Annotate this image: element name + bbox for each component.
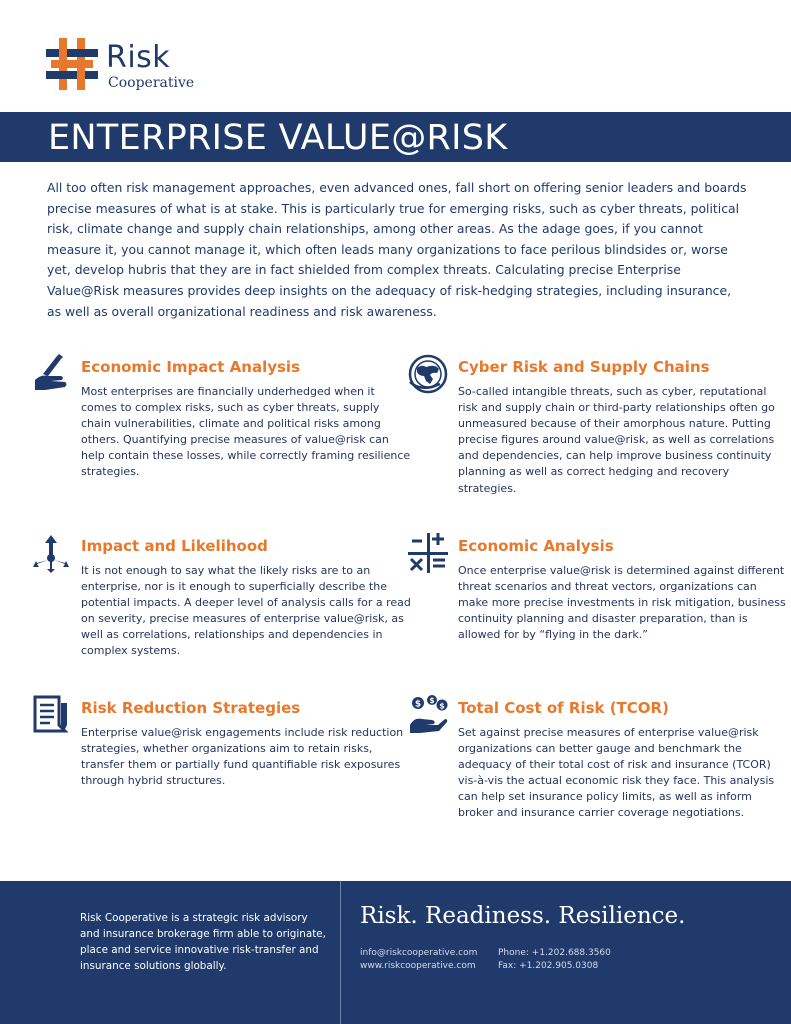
section-heading: Risk Reduction Strategies [81, 699, 301, 717]
section-heading: Total Cost of Risk (TCOR) [458, 699, 669, 717]
phone-number: Phone: +1.202.688.3560 [498, 948, 611, 958]
footer [0, 881, 791, 1024]
section-body: Once enterprise value@risk is determined against different threat scenarios and threat vectors, organizations can make more precise investments in risk mitigation, business continuity planning and disaster preparation, than is allowed for by “flying in the dark.” [458, 564, 786, 642]
section-body: So-called intangible threats, such as cyber, reputational risk and supply chain or third-party relationships often go unmeasured because of their amorphous nature. Putting precise figures around value@risk, as well as correlations and dependencies, can help improve business continuity planning as well as correct hedging and recovery strategies. [458, 385, 775, 495]
company-description: Risk Cooperative is a strategic risk advisory and insurance brokerage firm able to originate, place and service innovative risk-transfer and insurance solutions globally. [80, 912, 326, 972]
section-body: Enterprise value@risk engagements include risk reduction strategies, whether organizations aim to retain risks, transfer them or partially fund quantifiable risk exposures through hybrid structures. [81, 726, 404, 788]
company-logo [46, 38, 246, 94]
svg-text:$: $ [429, 696, 435, 705]
intro-paragraph: All too often risk management approaches, even advanced ones, fall short on offering senior leaders and boards precise measures of what is at stake. This is particularly true for emerging risks, such as cyber threats, political risk, climate change and supply chain relationships, among other areas. As the adage goes, if you cannot measure it, you cannot manage it, which often leads many organizations to face perilous blindsides or, worse yet, develop hubris that they are in fact shielded from complex threats. Calculating precise Enterprise Value@Risk measures provides deep insights on the adequacy of risk-hedging strategies, including insurance, as well as overall organizational readiness and risk awareness. [47, 180, 747, 319]
section-risk-reduction-strategies [81, 699, 411, 789]
logo-mark-icon [46, 38, 98, 90]
section-body: Most enterprises are financially underhedged when it comes to complex risks, such as cyber threats, supply chain vulnerabilities, climate and political risks among others. Quantifying precise measures of value@risk can help contain these losses, while correctly framing resilience strategies. [81, 385, 411, 479]
page-title: ENTERPRISE VALUE@RISK [48, 118, 508, 158]
section-impact-and-likelihood [81, 537, 411, 660]
footer-divider [340, 881, 341, 1024]
section-body: It is not enough to say what the likely risks are to an enterprise, nor is it enough to superficially describe the potential impacts. A deeper level of analysis calls for a read on severity, precise measures of enterprise value@risk, as well as correlations, relationships and dependencies in complex systems. [81, 564, 411, 658]
logo-subtitle: Cooperative [108, 75, 195, 91]
tagline: Risk. Readiness. Resilience. [360, 903, 686, 929]
section-heading: Cyber Risk and Supply Chains [458, 358, 710, 376]
section-heading: Impact and Likelihood [81, 537, 268, 555]
logo-name: Risk [106, 40, 171, 75]
svg-text:$: $ [414, 699, 422, 710]
document-list-icon [31, 695, 71, 735]
fax-number: Fax: +1.202.905.0308 [498, 961, 599, 971]
section-total-cost-of-risk [414, 696, 788, 822]
website-link[interactable]: www.riskcooperative.com [360, 961, 476, 971]
section-heading: Economic Analysis [458, 537, 614, 555]
hand-writing-icon [31, 354, 71, 394]
money-hand-icon [408, 695, 448, 735]
math-symbols-icon [408, 533, 448, 573]
section-heading: Economic Impact Analysis [81, 358, 300, 376]
svg-text:$: $ [439, 701, 445, 711]
section-economic-analysis [458, 537, 788, 643]
title-band [0, 112, 791, 162]
section-cyber-risk-supply-chains [458, 358, 788, 497]
section-economic-impact-analysis [81, 358, 411, 481]
section-body: Set against precise measures of enterprise value@risk organizations can better gauge and benchmark the adequacy of their total cost of risk and insurance (TCOR) vis-à-vis the actual economic risk they face. This analysis can help set insurance policy limits, as well as inform broker and insurance carrier coverage negotiations. [458, 726, 775, 820]
split-arrows-icon [31, 533, 71, 573]
globe-icon [408, 354, 448, 394]
email-link[interactable]: info@riskcooperative.com [360, 948, 478, 958]
